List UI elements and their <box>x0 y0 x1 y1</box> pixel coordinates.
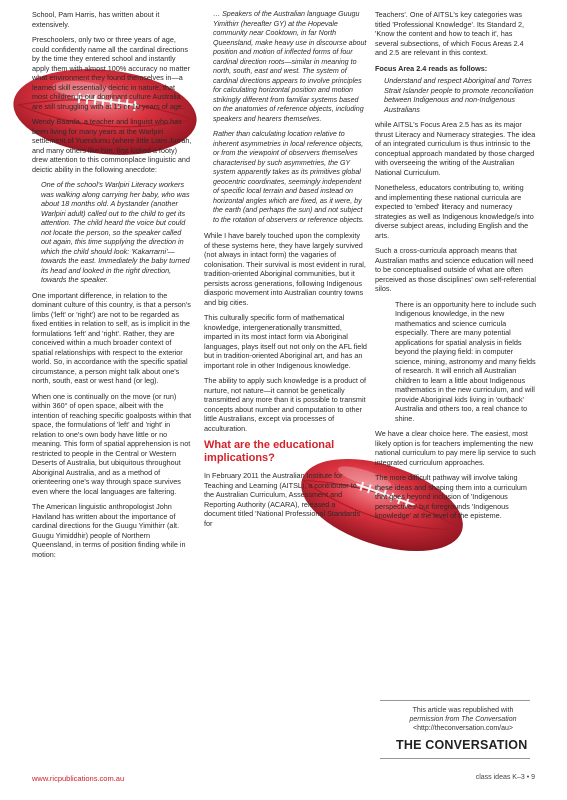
paragraph: In February 2011 the Australian Institute for Teaching and Learning (AITSL), a contributor to the Australian Curriculum, Assessment and Reporting Authority (ACARA), released a document titled 'National Professional Standards for <box>204 471 361 528</box>
paragraph: Teachers'. One of AITSL's key categories was titled 'Professional Knowledge'. Its Standard 2, 'Know the content and how to teach it', has several subsections, of which Focus Areas 2.4 and 2.5 are relevant in this context. <box>375 10 525 57</box>
paragraph: The American linguistic anthropologist John Haviland has written about the importance of cardinal directions for the Guugu Yimithirr (alt. Guugu Yimiddhir) people of Northern Queensland, in terms of position finding while in motion: <box>32 502 186 559</box>
block-quote: Rather than calculating location relative to inherent asymmetries in local reference objects, or from the viewpoint of observers themselves characterised by such asymmetries, the GY system apparently takes as its primitives global geocentric coordinates, seemingly independent of specific local terrain and based instead on horizontal angles which are fixed, as it were, by the earth (and perhaps the sun) and not subject to the rotation of observers or reference objects. <box>213 130 365 224</box>
attribution-line: permission from The Conversation <box>409 716 517 723</box>
footer-page-number: class ideas K–3 • 9 <box>475 774 535 781</box>
paragraph: We have a clear choice here. The easiest, most likely option is for teachers implementing the new national curriculum to pay mere lip service to such integrated curriculum approaches. <box>375 429 536 467</box>
paragraph: One important difference, in relation to the dominant culture of this country, is that a person's limbs ('left' or 'right') are not to be regarded as fixed entities in relation to self, as is implicit in the formulations 'left' and 'right'. Rather, they are conceived within a much broader context of spatial relationships with respect to the exterior world. So, in accordance with the specific spatial circumstance, a person might talk about one's north, south, east or west hand (or leg). <box>32 290 191 385</box>
paragraph: This culturally specific form of mathematical knowledge, intergenerationally transmitted, imparted in its most intact form via Aboriginal languages, plays itself out not only on the AFL field but in tradition-oriented Aboriginal art, and has an important role in other Indigenous knowledge. <box>204 313 367 370</box>
paragraph: The more difficult pathway will involve taking these ideas and shaping them into a curriculum that goes beyond inclusion of 'Indigenous perspectives' but foregrounds 'Indigenous knowledge' at the level of the episteme. <box>375 473 527 520</box>
section-heading: What are the educational implications? <box>204 439 335 464</box>
footer-url[interactable]: www.ricpublications.com.au <box>32 774 125 783</box>
paragraph: There is an opportunity here to include such Indigenous knowledge, in the new mathematics and science curricula especially. There are many potential applications for spatial analysis in fields beyond the playing field: in computer science, mining, astronomy and many fields of research. It will enrich all Australian children to learn a little about Indigenous mathematics in the new curriculum, and will provide Aboriginal kids living in 'outback' Australia and others too, a real chance to shine. <box>395 299 537 423</box>
paragraph: While I have barely touched upon the complexity of these systems here, they have largely survived (not always in intact form) the vagaries of colonisation. Their survival is most evident in rural, tradition-oriented Aboriginal communities, but it persists across generations, following Indigenous diasporic movement into Australian country towns and big cities. <box>204 231 366 307</box>
column-1 <box>32 10 192 565</box>
paragraph: Nonetheless, educators contributing to, writing and implementing these national curricula are expected to 'embed' literacy and numeracy strategies as well as Indigenous knowledge/s into diverse subject areas, including English and the arts. <box>375 183 534 240</box>
block-quote: One of the school's Warlpiri Literacy workers was walking along carrying her baby, who was about 18 months old. A bystander (another Warlpiri adult) called out to the child to get its attention. The child heard the voice but could not locate the person, so the speaker called out again, this time supplying the direction in which the child should look: 'Kakarrarni'—towards the east. Immediately the baby turned its head and looked in the right direction, towards the speaker. <box>41 180 190 284</box>
attribution-line: This article was republished with <box>412 707 514 714</box>
paragraph: Wendy Baarda, a teacher and linguist who has been living for many years at the Warlpiri settlement of Yuendumu (where little Liam Jurrah, and many others like him, first kicked a footy) drew attention to this commonplace linguistic and deictic ability in the following anecdote: <box>32 117 192 174</box>
paragraph: When one is continually on the move (or run) within 360° of open space, albeit with the intention of reaching specific goalposts within that space, the formulations of 'left' and 'right' in relation to one's own body have little or no meaning. This form of spatial apprehension is not restricted to people in the Central or Western Deserts of Australia, but ubiquitous throughout Aboriginal Australia, and as a method of orienteering one's way through space survives even where the local languages are faltering. <box>32 391 192 496</box>
paragraph: while AITSL's Focus Area 2.5 has as its major thrust Literacy and Numeracy strategies. The idea of an integrated curriculum is thus intrinsic to the conceptual approach mandated by those charged with overseeing the writing of the Australian National Curriculum. <box>375 120 536 177</box>
attribution-divider-bottom <box>380 758 530 759</box>
attribution-divider-top <box>380 700 530 701</box>
focus-heading: Focus Area 2.4 reads as follows: <box>375 63 488 73</box>
block-quote: Understand and respect Aboriginal and Torres Strait Islander people to promote reconciliation between Indigenous and non-Indigenous Australians <box>384 76 534 114</box>
column-2 <box>204 10 368 534</box>
attribution-note <box>398 706 528 733</box>
block-quote: … Speakers of the Australian language Guugu Yimithirr (hereafter GY) at the Hopevale community near Cooktown, in far North Queensland, make heavy use in discourse about position and motion of inflected forms of four cardinal direction roots—similar in meaning to north, south, east and west. The system of cardinal directions appears to involve principles for calculating horizontal position and motion strikingly different from familiar systems based on the anatomies of reference objects, including speakers and hearers themselves. <box>213 10 367 123</box>
paragraph: Such a cross-curricula approach means that Australian maths and science education will need to be conceptualised outside of what are often perceived as those disciplines' own self-referential silos. <box>375 246 536 293</box>
paragraph: Preschoolers, only two or three years of age, could confidently name all the cardinal directions by the time they entered school and instantly apply them with almost 100% accuracy no matter what environment they found themselves in—a learned skill essentially deictic in nature, that most children in our dominant culture Australia are still struggling with at 15 or 16 years of age. <box>32 35 190 111</box>
the-conversation-logo: THE CONVERSATION <box>396 738 528 752</box>
paragraph: The ability to apply such knowledge is a product of nurture, not nature—it cannot be genetically transmitted any more than it is possible to transmit concepts about number and computation to other little Australians, except via processes of acculturation. <box>204 376 367 433</box>
paragraph: School, Pam Harris, has written about it extensively. <box>32 10 160 29</box>
attribution-link[interactable]: <http://theconversation.com/au> <box>412 725 513 732</box>
column-3 <box>375 10 537 527</box>
